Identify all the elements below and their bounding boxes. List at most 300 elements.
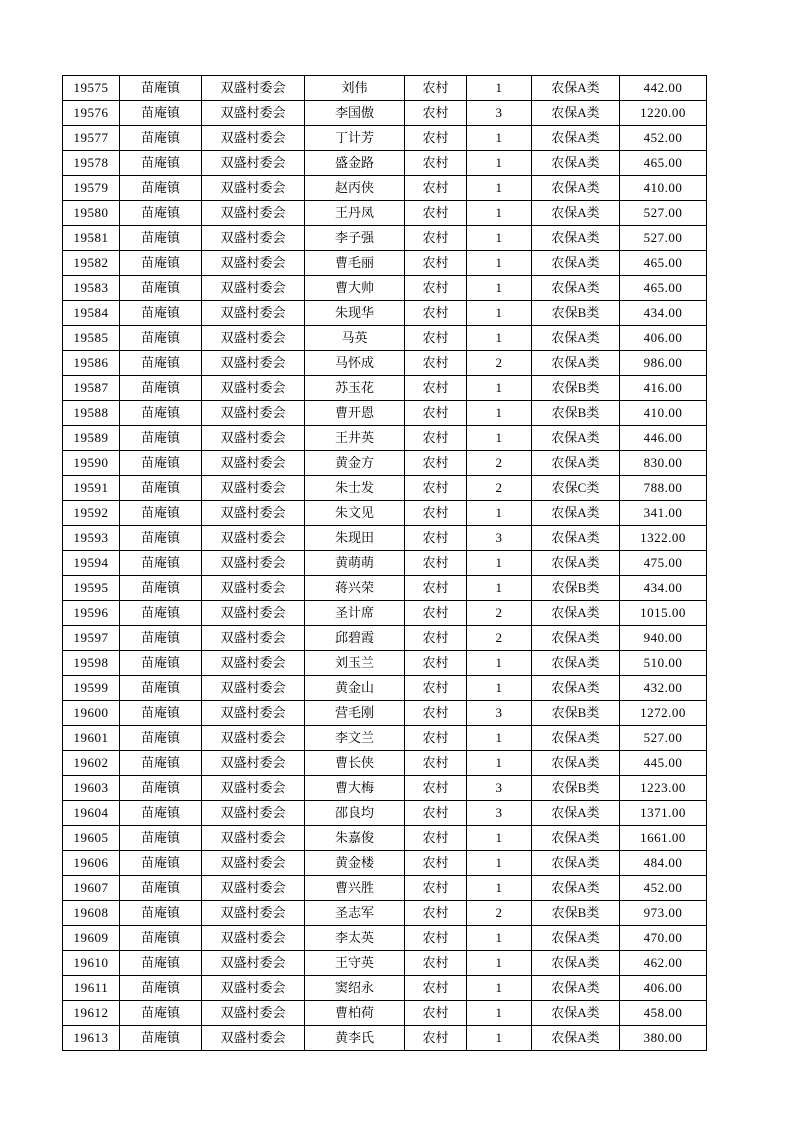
cell-count: 1	[467, 1001, 532, 1026]
cell-name: 曹毛丽	[305, 251, 405, 276]
cell-town: 苗庵镇	[120, 401, 202, 426]
table-row	[63, 401, 707, 426]
cell-id: 19577	[63, 126, 120, 151]
cell-type: 农村	[405, 351, 467, 376]
cell-id: 19602	[63, 751, 120, 776]
cell-name: 圣计席	[305, 601, 405, 626]
table-row	[63, 476, 707, 501]
table-row	[63, 976, 707, 1001]
cell-town: 苗庵镇	[120, 526, 202, 551]
cell-amount: 465.00	[620, 276, 707, 301]
cell-village: 双盛村委会	[202, 1026, 305, 1051]
cell-amount: 1371.00	[620, 801, 707, 826]
cell-count: 1	[467, 876, 532, 901]
cell-count: 3	[467, 701, 532, 726]
table-row	[63, 176, 707, 201]
cell-id: 19586	[63, 351, 120, 376]
cell-category: 农保B类	[532, 301, 620, 326]
cell-count: 1	[467, 376, 532, 401]
cell-category: 农保A类	[532, 751, 620, 776]
cell-id: 19597	[63, 626, 120, 651]
cell-amount: 406.00	[620, 326, 707, 351]
cell-town: 苗庵镇	[120, 626, 202, 651]
cell-id: 19594	[63, 551, 120, 576]
cell-type: 农村	[405, 901, 467, 926]
cell-id: 19604	[63, 801, 120, 826]
cell-village: 双盛村委会	[202, 201, 305, 226]
cell-town: 苗庵镇	[120, 376, 202, 401]
cell-name: 朱士发	[305, 476, 405, 501]
cell-category: 农保A类	[532, 426, 620, 451]
cell-category: 农保A类	[532, 1026, 620, 1051]
cell-type: 农村	[405, 626, 467, 651]
cell-village: 双盛村委会	[202, 151, 305, 176]
cell-count: 1	[467, 976, 532, 1001]
cell-type: 农村	[405, 601, 467, 626]
cell-name: 邵良均	[305, 801, 405, 826]
cell-id: 19613	[63, 1026, 120, 1051]
table-row	[63, 351, 707, 376]
cell-village: 双盛村委会	[202, 526, 305, 551]
cell-id: 19600	[63, 701, 120, 726]
cell-village: 双盛村委会	[202, 876, 305, 901]
cell-id: 19596	[63, 601, 120, 626]
cell-category: 农保A类	[532, 801, 620, 826]
cell-town: 苗庵镇	[120, 726, 202, 751]
cell-amount: 410.00	[620, 401, 707, 426]
cell-town: 苗庵镇	[120, 576, 202, 601]
cell-category: 农保B类	[532, 376, 620, 401]
cell-count: 1	[467, 826, 532, 851]
table-row	[63, 376, 707, 401]
cell-town: 苗庵镇	[120, 226, 202, 251]
cell-town: 苗庵镇	[120, 876, 202, 901]
table-row	[63, 76, 707, 101]
cell-village: 双盛村委会	[202, 501, 305, 526]
cell-amount: 973.00	[620, 901, 707, 926]
cell-id: 19582	[63, 251, 120, 276]
cell-count: 1	[467, 326, 532, 351]
table-row	[63, 651, 707, 676]
cell-category: 农保A类	[532, 626, 620, 651]
cell-name: 李子强	[305, 226, 405, 251]
cell-type: 农村	[405, 576, 467, 601]
cell-town: 苗庵镇	[120, 1001, 202, 1026]
cell-type: 农村	[405, 951, 467, 976]
cell-id: 19591	[63, 476, 120, 501]
cell-village: 双盛村委会	[202, 176, 305, 201]
cell-town: 苗庵镇	[120, 176, 202, 201]
cell-amount: 406.00	[620, 976, 707, 1001]
table-row	[63, 101, 707, 126]
cell-town: 苗庵镇	[120, 901, 202, 926]
cell-amount: 1220.00	[620, 101, 707, 126]
cell-village: 双盛村委会	[202, 76, 305, 101]
table-row	[63, 276, 707, 301]
cell-amount: 452.00	[620, 876, 707, 901]
cell-town: 苗庵镇	[120, 976, 202, 1001]
cell-category: 农保A类	[532, 826, 620, 851]
cell-category: 农保A类	[532, 526, 620, 551]
cell-town: 苗庵镇	[120, 151, 202, 176]
cell-amount: 527.00	[620, 201, 707, 226]
cell-id: 19580	[63, 201, 120, 226]
table-row	[63, 701, 707, 726]
cell-type: 农村	[405, 126, 467, 151]
cell-village: 双盛村委会	[202, 951, 305, 976]
cell-amount: 434.00	[620, 301, 707, 326]
cell-category: 农保A类	[532, 451, 620, 476]
cell-amount: 445.00	[620, 751, 707, 776]
cell-village: 双盛村委会	[202, 726, 305, 751]
cell-count: 3	[467, 776, 532, 801]
cell-type: 农村	[405, 101, 467, 126]
cell-id: 19578	[63, 151, 120, 176]
cell-village: 双盛村委会	[202, 551, 305, 576]
cell-amount: 484.00	[620, 851, 707, 876]
cell-id: 19598	[63, 651, 120, 676]
cell-count: 1	[467, 176, 532, 201]
cell-type: 农村	[405, 526, 467, 551]
cell-village: 双盛村委会	[202, 101, 305, 126]
cell-village: 双盛村委会	[202, 776, 305, 801]
cell-town: 苗庵镇	[120, 126, 202, 151]
cell-category: 农保C类	[532, 476, 620, 501]
cell-village: 双盛村委会	[202, 626, 305, 651]
cell-village: 双盛村委会	[202, 1001, 305, 1026]
cell-type: 农村	[405, 501, 467, 526]
cell-amount: 830.00	[620, 451, 707, 476]
cell-type: 农村	[405, 151, 467, 176]
cell-count: 2	[467, 351, 532, 376]
cell-count: 1	[467, 851, 532, 876]
cell-id: 19581	[63, 226, 120, 251]
cell-count: 1	[467, 301, 532, 326]
table-row	[63, 801, 707, 826]
cell-category: 农保A类	[532, 876, 620, 901]
cell-count: 1	[467, 651, 532, 676]
cell-count: 1	[467, 751, 532, 776]
cell-type: 农村	[405, 676, 467, 701]
cell-category: 农保A类	[532, 276, 620, 301]
cell-id: 19583	[63, 276, 120, 301]
cell-category: 农保B类	[532, 576, 620, 601]
cell-type: 农村	[405, 851, 467, 876]
cell-amount: 442.00	[620, 76, 707, 101]
cell-category: 农保A类	[532, 351, 620, 376]
table-row	[63, 151, 707, 176]
cell-type: 农村	[405, 476, 467, 501]
cell-amount: 470.00	[620, 926, 707, 951]
table-row	[63, 451, 707, 476]
cell-village: 双盛村委会	[202, 126, 305, 151]
cell-category: 农保A类	[532, 951, 620, 976]
cell-name: 刘伟	[305, 76, 405, 101]
table-row	[63, 201, 707, 226]
table-row	[63, 676, 707, 701]
table-row	[63, 776, 707, 801]
cell-name: 王守英	[305, 951, 405, 976]
cell-amount: 527.00	[620, 226, 707, 251]
cell-village: 双盛村委会	[202, 576, 305, 601]
cell-town: 苗庵镇	[120, 301, 202, 326]
cell-village: 双盛村委会	[202, 326, 305, 351]
cell-type: 农村	[405, 76, 467, 101]
cell-id: 19593	[63, 526, 120, 551]
table-row	[63, 301, 707, 326]
cell-village: 双盛村委会	[202, 426, 305, 451]
cell-count: 1	[467, 251, 532, 276]
cell-type: 农村	[405, 876, 467, 901]
cell-id: 19609	[63, 926, 120, 951]
cell-town: 苗庵镇	[120, 451, 202, 476]
cell-town: 苗庵镇	[120, 326, 202, 351]
table-row	[63, 601, 707, 626]
table-row	[63, 626, 707, 651]
cell-id: 19585	[63, 326, 120, 351]
cell-town: 苗庵镇	[120, 351, 202, 376]
cell-name: 丁计芳	[305, 126, 405, 151]
cell-id: 19584	[63, 301, 120, 326]
cell-count: 3	[467, 101, 532, 126]
cell-id: 19576	[63, 101, 120, 126]
cell-amount: 458.00	[620, 1001, 707, 1026]
cell-count: 2	[467, 476, 532, 501]
cell-type: 农村	[405, 401, 467, 426]
cell-category: 农保B类	[532, 401, 620, 426]
cell-type: 农村	[405, 776, 467, 801]
cell-name: 黄金方	[305, 451, 405, 476]
cell-count: 1	[467, 551, 532, 576]
cell-town: 苗庵镇	[120, 76, 202, 101]
cell-town: 苗庵镇	[120, 1026, 202, 1051]
cell-town: 苗庵镇	[120, 501, 202, 526]
cell-name: 马英	[305, 326, 405, 351]
cell-type: 农村	[405, 976, 467, 1001]
cell-amount: 510.00	[620, 651, 707, 676]
cell-count: 3	[467, 526, 532, 551]
cell-category: 农保A类	[532, 126, 620, 151]
cell-count: 1	[467, 201, 532, 226]
cell-id: 19611	[63, 976, 120, 1001]
cell-id: 19605	[63, 826, 120, 851]
cell-amount: 446.00	[620, 426, 707, 451]
cell-village: 双盛村委会	[202, 301, 305, 326]
cell-name: 朱嘉俊	[305, 826, 405, 851]
cell-name: 营毛刚	[305, 701, 405, 726]
cell-category: 农保A类	[532, 101, 620, 126]
cell-type: 农村	[405, 726, 467, 751]
cell-type: 农村	[405, 201, 467, 226]
cell-village: 双盛村委会	[202, 801, 305, 826]
cell-village: 双盛村委会	[202, 601, 305, 626]
cell-id: 19599	[63, 676, 120, 701]
cell-id: 19587	[63, 376, 120, 401]
table-row	[63, 501, 707, 526]
cell-village: 双盛村委会	[202, 651, 305, 676]
cell-type: 农村	[405, 801, 467, 826]
cell-town: 苗庵镇	[120, 276, 202, 301]
cell-type: 农村	[405, 651, 467, 676]
cell-id: 19588	[63, 401, 120, 426]
cell-id: 19579	[63, 176, 120, 201]
cell-type: 农村	[405, 701, 467, 726]
cell-name: 黄李氏	[305, 1026, 405, 1051]
cell-name: 马怀成	[305, 351, 405, 376]
table-row	[63, 901, 707, 926]
cell-count: 1	[467, 126, 532, 151]
cell-id: 19610	[63, 951, 120, 976]
cell-count: 1	[467, 576, 532, 601]
cell-category: 农保A类	[532, 201, 620, 226]
cell-name: 曹大梅	[305, 776, 405, 801]
cell-amount: 410.00	[620, 176, 707, 201]
cell-type: 农村	[405, 301, 467, 326]
cell-name: 邱碧霞	[305, 626, 405, 651]
cell-amount: 1223.00	[620, 776, 707, 801]
cell-name: 黄金楼	[305, 851, 405, 876]
cell-amount: 1015.00	[620, 601, 707, 626]
cell-name: 曹开恩	[305, 401, 405, 426]
cell-amount: 1272.00	[620, 701, 707, 726]
cell-name: 朱文见	[305, 501, 405, 526]
cell-village: 双盛村委会	[202, 276, 305, 301]
table-row	[63, 826, 707, 851]
cell-amount: 432.00	[620, 676, 707, 701]
cell-amount: 788.00	[620, 476, 707, 501]
cell-village: 双盛村委会	[202, 251, 305, 276]
cell-village: 双盛村委会	[202, 976, 305, 1001]
cell-category: 农保B类	[532, 901, 620, 926]
cell-type: 农村	[405, 926, 467, 951]
cell-category: 农保A类	[532, 676, 620, 701]
table-row	[63, 876, 707, 901]
cell-category: 农保A类	[532, 601, 620, 626]
cell-village: 双盛村委会	[202, 401, 305, 426]
cell-village: 双盛村委会	[202, 451, 305, 476]
table-row	[63, 1026, 707, 1051]
table-row	[63, 526, 707, 551]
cell-id: 19595	[63, 576, 120, 601]
cell-count: 2	[467, 626, 532, 651]
payment-table	[62, 75, 707, 1051]
cell-town: 苗庵镇	[120, 651, 202, 676]
cell-count: 1	[467, 501, 532, 526]
cell-name: 朱现田	[305, 526, 405, 551]
cell-category: 农保A类	[532, 976, 620, 1001]
cell-town: 苗庵镇	[120, 926, 202, 951]
cell-name: 圣志军	[305, 901, 405, 926]
cell-name: 曹兴胜	[305, 876, 405, 901]
cell-village: 双盛村委会	[202, 751, 305, 776]
cell-amount: 475.00	[620, 551, 707, 576]
cell-name: 曹柏荷	[305, 1001, 405, 1026]
table-row	[63, 951, 707, 976]
cell-type: 农村	[405, 426, 467, 451]
table-row	[63, 851, 707, 876]
cell-village: 双盛村委会	[202, 926, 305, 951]
cell-id: 19592	[63, 501, 120, 526]
cell-category: 农保A类	[532, 226, 620, 251]
cell-name: 朱现华	[305, 301, 405, 326]
cell-village: 双盛村委会	[202, 701, 305, 726]
cell-name: 刘玉兰	[305, 651, 405, 676]
table-body	[63, 76, 707, 1051]
table-row	[63, 326, 707, 351]
table-row	[63, 751, 707, 776]
cell-amount: 434.00	[620, 576, 707, 601]
cell-id: 19590	[63, 451, 120, 476]
cell-count: 3	[467, 801, 532, 826]
cell-village: 双盛村委会	[202, 676, 305, 701]
cell-count: 1	[467, 951, 532, 976]
cell-id: 19575	[63, 76, 120, 101]
cell-id: 19603	[63, 776, 120, 801]
cell-village: 双盛村委会	[202, 351, 305, 376]
cell-amount: 465.00	[620, 251, 707, 276]
cell-amount: 465.00	[620, 151, 707, 176]
cell-town: 苗庵镇	[120, 676, 202, 701]
cell-amount: 462.00	[620, 951, 707, 976]
cell-town: 苗庵镇	[120, 251, 202, 276]
cell-name: 李国傲	[305, 101, 405, 126]
cell-amount: 527.00	[620, 726, 707, 751]
cell-amount: 1322.00	[620, 526, 707, 551]
cell-town: 苗庵镇	[120, 751, 202, 776]
table-row	[63, 226, 707, 251]
cell-amount: 416.00	[620, 376, 707, 401]
cell-count: 1	[467, 726, 532, 751]
cell-type: 农村	[405, 1001, 467, 1026]
cell-count: 1	[467, 276, 532, 301]
cell-count: 1	[467, 151, 532, 176]
cell-type: 农村	[405, 276, 467, 301]
cell-id: 19606	[63, 851, 120, 876]
cell-town: 苗庵镇	[120, 776, 202, 801]
cell-name: 李太英	[305, 926, 405, 951]
cell-count: 2	[467, 451, 532, 476]
table-row	[63, 726, 707, 751]
cell-category: 农保A类	[532, 851, 620, 876]
cell-category: 农保A类	[532, 326, 620, 351]
cell-category: 农保A类	[532, 176, 620, 201]
cell-type: 农村	[405, 451, 467, 476]
cell-name: 蒋兴荣	[305, 576, 405, 601]
cell-amount: 986.00	[620, 351, 707, 376]
table-row	[63, 126, 707, 151]
cell-amount: 452.00	[620, 126, 707, 151]
cell-count: 1	[467, 226, 532, 251]
table-row	[63, 426, 707, 451]
cell-amount: 341.00	[620, 501, 707, 526]
cell-village: 双盛村委会	[202, 376, 305, 401]
cell-amount: 380.00	[620, 1026, 707, 1051]
cell-town: 苗庵镇	[120, 951, 202, 976]
cell-town: 苗庵镇	[120, 551, 202, 576]
cell-town: 苗庵镇	[120, 826, 202, 851]
cell-category: 农保A类	[532, 651, 620, 676]
cell-village: 双盛村委会	[202, 476, 305, 501]
cell-town: 苗庵镇	[120, 601, 202, 626]
cell-type: 农村	[405, 326, 467, 351]
cell-type: 农村	[405, 226, 467, 251]
cell-count: 1	[467, 676, 532, 701]
table-row	[63, 551, 707, 576]
cell-name: 苏玉花	[305, 376, 405, 401]
cell-amount: 1661.00	[620, 826, 707, 851]
cell-count: 2	[467, 901, 532, 926]
cell-id: 19612	[63, 1001, 120, 1026]
